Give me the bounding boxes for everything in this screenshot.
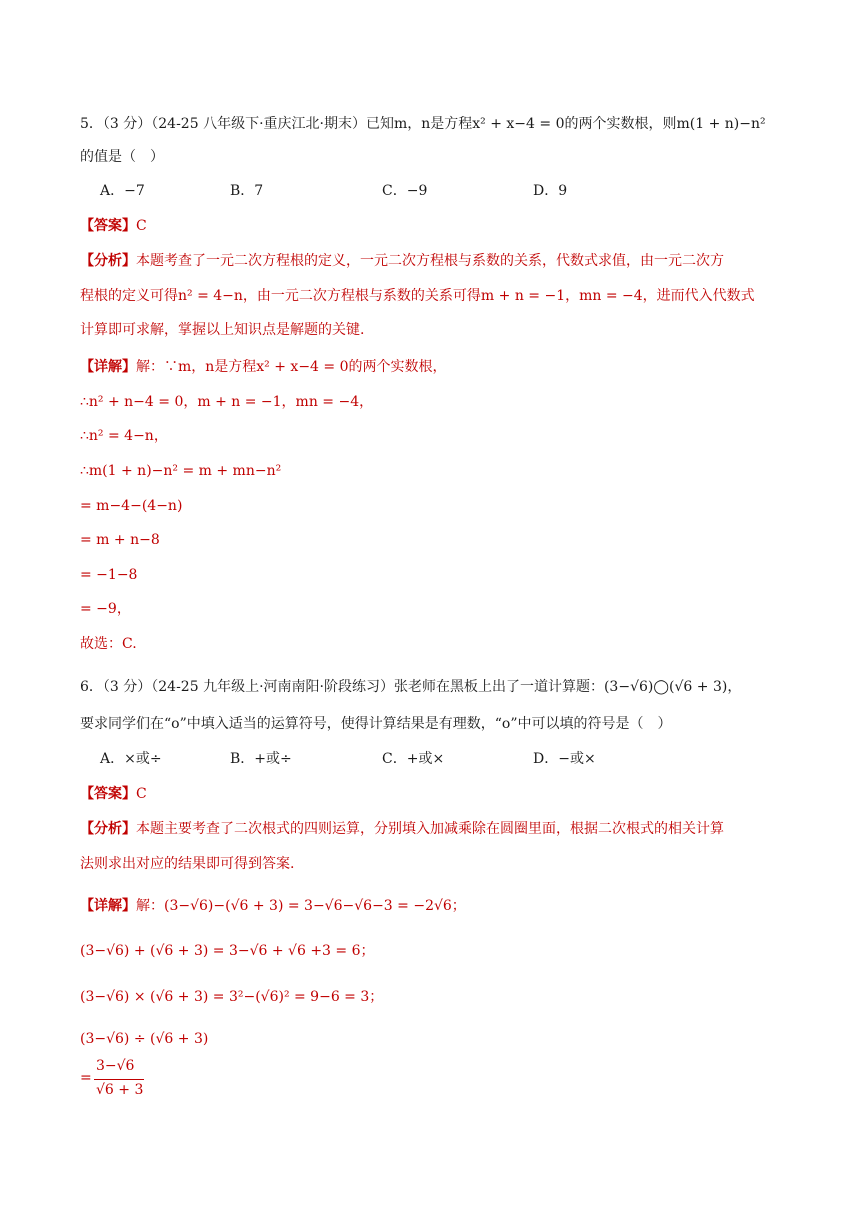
q5-stem-line2: 的值是（ ）	[80, 149, 164, 165]
q6-option-b: B．+或÷	[230, 751, 292, 767]
q6-detail-line1	[80, 896, 466, 916]
q6-analysis-tag: 【分析】	[80, 821, 136, 837]
q5-answer-tag: 【答案】	[80, 218, 136, 234]
q6-detail-line3: (3−√6) × (√6 + 3) = 3²−(√6)² = 9−6 = 3；	[80, 989, 384, 1005]
q5-stem-line1: 5．（3 分）（24-25 八年级下·重庆江北·期末）已知m，n是方程x² + x−4 = 0的两个实数根，则m(1 + n)−n²	[80, 116, 766, 132]
q6-option-d: D．−或×	[533, 751, 596, 767]
q6-fraction-numerator: 3−√6	[96, 1058, 135, 1074]
q5-analysis-text1: 本题考查了一元二次方程根的定义，一元二次方程根与系数的关系，代数式求值，由一元二次方	[136, 253, 724, 269]
q5-options	[100, 181, 800, 201]
q5-detail-line9: 故选：C.	[80, 636, 137, 652]
q5-detail-line3: ∴n² = 4−n，	[80, 428, 168, 444]
q6-fraction-denominator: √6 + 3	[96, 1082, 144, 1098]
q5-option-d: D．9	[533, 183, 568, 199]
q5-detail-line5: = m−4−(4−n)	[80, 498, 183, 514]
q5-option-a: A．−7	[100, 183, 145, 199]
q6-detail-text1: 解：(3−√6)−(√6 + 3) = 3−√6−√6−3 = −2√6；	[136, 898, 466, 914]
q6-detail-tag: 【详解】	[80, 898, 136, 914]
q5-analysis-line1	[80, 251, 724, 271]
q5-answer	[80, 216, 147, 236]
q5-analysis-line2: 程根的定义可得n² = 4−n，由一元二次方程根与系数的关系可得m + n = −1，mn = −4，进而代入代数式	[80, 288, 755, 304]
q6-stem-line2: 要求同学们在“o”中填入适当的运算符号，使得计算结果是有理数，“o”中可以填的符号是（ ）	[80, 716, 672, 732]
q6-fraction-bar	[94, 1079, 144, 1080]
q6-analysis-text1: 本题主要考查了二次根式的四则运算，分别填入加减乘除在圆圈里面，根据二次根式的相关计算	[136, 821, 724, 837]
q6-stem-line1: 6．（3 分）（24-25 九年级上·河南南阳·阶段练习）张老师在黑板上出了一道计算题：(3−√6)◯(√6 + 3)，	[80, 679, 742, 695]
q6-option-a: A．×或÷	[100, 751, 162, 767]
q6-options	[100, 749, 800, 769]
q5-detail-line1	[80, 357, 447, 377]
q5-option-c: C．−9	[382, 183, 428, 199]
q5-detail-line8: = −9，	[80, 601, 131, 617]
q6-answer	[80, 784, 147, 804]
q5-analysis-tag: 【分析】	[80, 253, 136, 269]
q5-answer-value: C	[136, 218, 147, 234]
q6-detail-line2: (3−√6) + (√6 + 3) = 3−√6 + √6 +3 = 6；	[80, 943, 375, 959]
q6-fraction	[80, 1058, 160, 1102]
q6-option-c: C．+或×	[382, 751, 445, 767]
q6-detail-line4: (3−√6) ÷ (√6 + 3)	[80, 1031, 209, 1047]
q5-analysis-line3: 计算即可求解，掌握以上知识点是解题的关键.	[80, 322, 365, 338]
q5-detail-tag: 【详解】	[80, 359, 136, 375]
q6-fraction-eq: =	[80, 1070, 92, 1086]
q5-detail-text1: 解：∵m，n是方程x² + x−4 = 0的两个实数根，	[136, 359, 447, 375]
q5-detail-line7: = −1−8	[80, 567, 138, 583]
q6-analysis-line1	[80, 819, 724, 839]
q5-detail-line4: ∴m(1 + n)−n² = m + mn−n²	[80, 463, 282, 479]
q5-detail-line2: ∴n² + n−4 = 0，m + n = −1，mn = −4，	[80, 394, 374, 410]
q5-option-b: B．7	[230, 183, 264, 199]
q6-answer-value: C	[136, 786, 147, 802]
q6-analysis-line2: 法则求出对应的结果即可得到答案.	[80, 856, 295, 872]
q6-answer-tag: 【答案】	[80, 786, 136, 802]
q5-detail-line6: = m + n−8	[80, 532, 160, 548]
